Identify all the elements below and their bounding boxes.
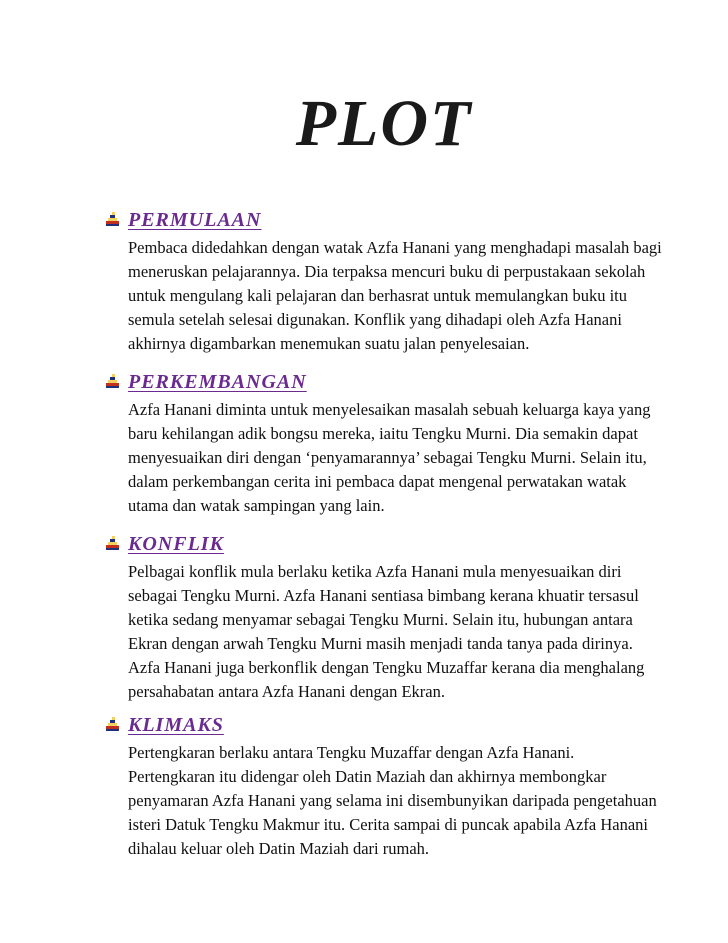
section-klimaks: [106, 711, 662, 861]
section-heading: PERMULAAN: [128, 209, 262, 231]
section-perkembangan: [106, 368, 662, 518]
bullet-icon: [106, 212, 120, 226]
section-permulaan: [106, 206, 662, 356]
section-paragraph: Pertengkaran berlaku antara Tengku Muzaffar dengan Azfa Hanani. Pertengkaran itu didengar oleh Datin Maziah dan akhirnya membongkar penyamaran Azfa Hanani yang selama ini disembunyikan daripada pengetahuan isteri Datuk Tengku Makmur itu. Cerita sampai di puncak apabila Azfa Hanani dihalau keluar oleh Datin Maziah dari rumah.: [128, 743, 657, 858]
section-header: [106, 711, 662, 739]
section-paragraph: Azfa Hanani diminta untuk menyelesaikan masalah sebuah keluarga kaya yang baru kehilangan adik bongsu mereka, iaitu Tengku Murni. Dia semakin dapat menyesuaikan diri dengan ‘penyamarannya’ sebagai Tengku Murni. Selain itu, dalam perkembangan cerita ini pembaca dapat mengenal perwatakan watak utama dan watak sampingan yang lain.: [128, 400, 651, 515]
section-paragraph: Pembaca didedahkan dengan watak Azfa Hanani yang menghadapi masalah bagi meneruskan pelajarannya. Dia terpaksa mencuri buku di perpustakaan sekolah untuk mengulang kali pelajaran dan berhasrat untuk memulangkan buku itu semula setelah selesai digunakan. Konflik yang dihadapi oleh Azfa Hanani akhirnya digambarkan menemukan suatu jalan penyelesaian.: [128, 238, 662, 353]
section-konflik: [106, 530, 662, 704]
page-title: PLOT: [295, 87, 473, 160]
section-paragraph: Pelbagai konflik mula berlaku ketika Azfa Hanani mula menyesuaikan diri sebagai Tengku Murni. Azfa Hanani sentiasa bimbang kerana khuatir tersasul ketika sedang menyamar sebagai Tengku Murni. Selain itu, hubungan antara Ekran dengan arwah Tengku Murni masih menjadi tanda tanya pada dirinya. Azfa Hanani juga berkonflik dengan Tengku Muzaffar kerana dia menghalang persahabatan antara Azfa Hanani dengan Ekran.: [128, 562, 645, 701]
bullet-icon: [106, 717, 120, 731]
section-header: [106, 368, 662, 396]
bullet-icon: [106, 374, 120, 388]
section-header: [106, 206, 662, 234]
section-heading: PERKEMBANGAN: [128, 371, 307, 393]
section-heading: KONFLIK: [128, 533, 224, 555]
section-header: [106, 530, 662, 558]
section-heading: KLIMAKS: [128, 714, 224, 736]
bullet-icon: [106, 536, 120, 550]
